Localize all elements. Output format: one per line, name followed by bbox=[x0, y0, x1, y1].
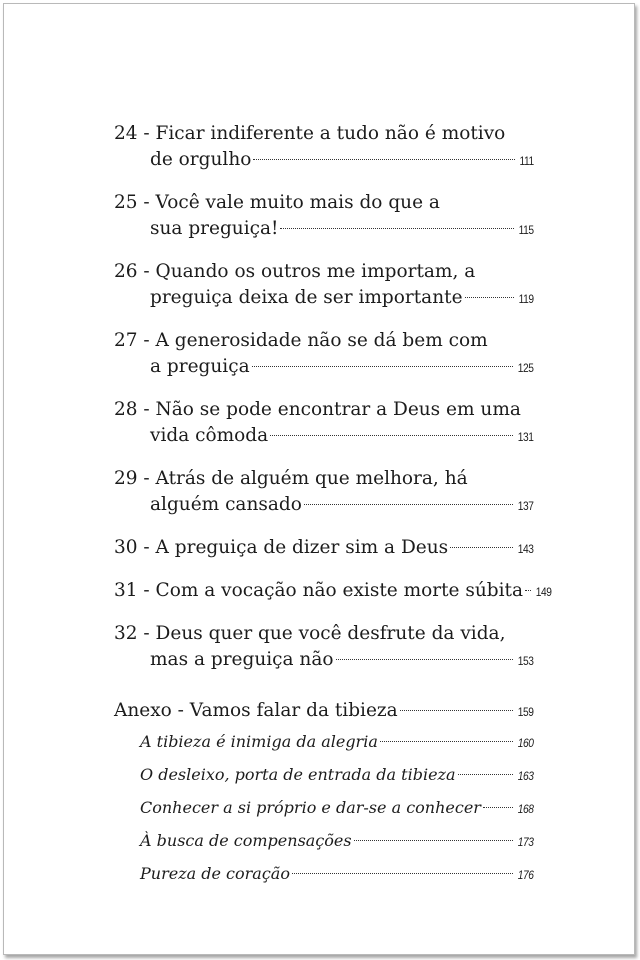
table-of-contents bbox=[114, 121, 552, 896]
page-number: 137 bbox=[518, 499, 534, 513]
page-number: 149 bbox=[535, 585, 552, 599]
annex-subentry[interactable] bbox=[114, 797, 534, 820]
page-number: 131 bbox=[518, 430, 534, 444]
annex-title: Anexo - Vamos falar da tibieza bbox=[114, 700, 398, 721]
toc-entry-title-cont: alguém cansado bbox=[150, 494, 302, 515]
toc-entry-25[interactable] bbox=[114, 190, 534, 243]
subentry-title: O desleixo, porta de entrada da tibieza bbox=[140, 765, 456, 784]
subentry-title: Conhecer a si próprio e dar-se a conhecer bbox=[140, 798, 481, 817]
dot-leader bbox=[400, 710, 514, 711]
toc-entry-title: 28 - Não se pode encontrar a Deus em uma bbox=[114, 399, 521, 420]
toc-entry-32[interactable] bbox=[114, 621, 534, 674]
dot-leader bbox=[450, 547, 513, 548]
toc-entry-24[interactable] bbox=[114, 121, 534, 174]
dot-leader bbox=[252, 366, 514, 367]
page-number: 115 bbox=[519, 223, 534, 237]
page-number: 176 bbox=[518, 868, 534, 882]
toc-entry-title: 27 - A generosidade não se dá bem com bbox=[114, 330, 488, 351]
dot-leader bbox=[280, 228, 514, 229]
toc-entry-title: 32 - Deus quer que você desfrute da vida, bbox=[114, 623, 506, 644]
toc-entry-title-cont: preguiça deixa de ser importante bbox=[150, 287, 463, 308]
dot-leader bbox=[270, 435, 513, 436]
toc-entry-title: 24 - Ficar indiferente a tudo não é motivo bbox=[114, 123, 506, 144]
dot-leader bbox=[483, 807, 514, 808]
toc-entry-title: 31 - Com a vocação não existe morte súbita bbox=[114, 580, 524, 601]
page-number: 119 bbox=[519, 292, 534, 306]
annex-entry[interactable] bbox=[114, 698, 534, 725]
dot-leader bbox=[292, 873, 514, 874]
annex-subentry[interactable] bbox=[114, 830, 534, 853]
toc-entry-title-cont: a preguiça bbox=[150, 356, 250, 377]
dot-leader bbox=[465, 297, 515, 298]
page-number: 168 bbox=[518, 802, 534, 816]
page-number: 173 bbox=[518, 835, 534, 849]
toc-entry-title: 29 - Atrás de alguém que melhora, há bbox=[114, 468, 468, 489]
page-number: 163 bbox=[518, 769, 534, 783]
annex-section bbox=[114, 698, 534, 886]
toc-entry-title: 25 - Você vale muito mais do que a bbox=[114, 192, 440, 213]
subentry-title: À busca de compensações bbox=[140, 831, 352, 850]
toc-entry-28[interactable] bbox=[114, 397, 534, 450]
dot-leader bbox=[304, 504, 514, 505]
book-page bbox=[3, 3, 635, 955]
toc-entry-30[interactable] bbox=[114, 535, 534, 562]
toc-entry-title: 30 - A preguiça de dizer sim a Deus bbox=[114, 537, 449, 558]
toc-entry-31[interactable] bbox=[114, 578, 552, 605]
annex-subentry[interactable] bbox=[114, 863, 534, 886]
dot-leader bbox=[525, 590, 531, 591]
dot-leader bbox=[336, 659, 514, 660]
dot-leader bbox=[380, 741, 514, 742]
toc-entry-title-cont: de orgulho bbox=[150, 149, 252, 170]
page-number: 159 bbox=[518, 705, 534, 719]
page-number: 143 bbox=[518, 542, 534, 556]
page-number: 125 bbox=[518, 361, 534, 375]
subentry-title: A tibieza é inimiga da alegria bbox=[140, 732, 378, 751]
page-number: 153 bbox=[518, 654, 534, 668]
dot-leader bbox=[253, 159, 515, 160]
toc-entry-29[interactable] bbox=[114, 466, 534, 519]
annex-subentry[interactable] bbox=[114, 764, 534, 787]
subentry-title: Pureza de coração bbox=[140, 864, 290, 883]
toc-entry-title-cont: sua preguiça! bbox=[150, 218, 279, 239]
toc-entry-title-cont: vida cômoda bbox=[150, 425, 269, 446]
toc-entry-title: 26 - Quando os outros me importam, a bbox=[114, 261, 476, 282]
annex-subentry[interactable] bbox=[114, 731, 534, 754]
toc-entry-26[interactable] bbox=[114, 259, 534, 312]
page-number: 160 bbox=[518, 736, 534, 750]
dot-leader bbox=[354, 840, 514, 841]
dot-leader bbox=[458, 774, 514, 775]
toc-entry-27[interactable] bbox=[114, 328, 534, 381]
toc-entry-title-cont: mas a preguiça não bbox=[150, 649, 334, 670]
page-number: 111 bbox=[519, 154, 534, 168]
